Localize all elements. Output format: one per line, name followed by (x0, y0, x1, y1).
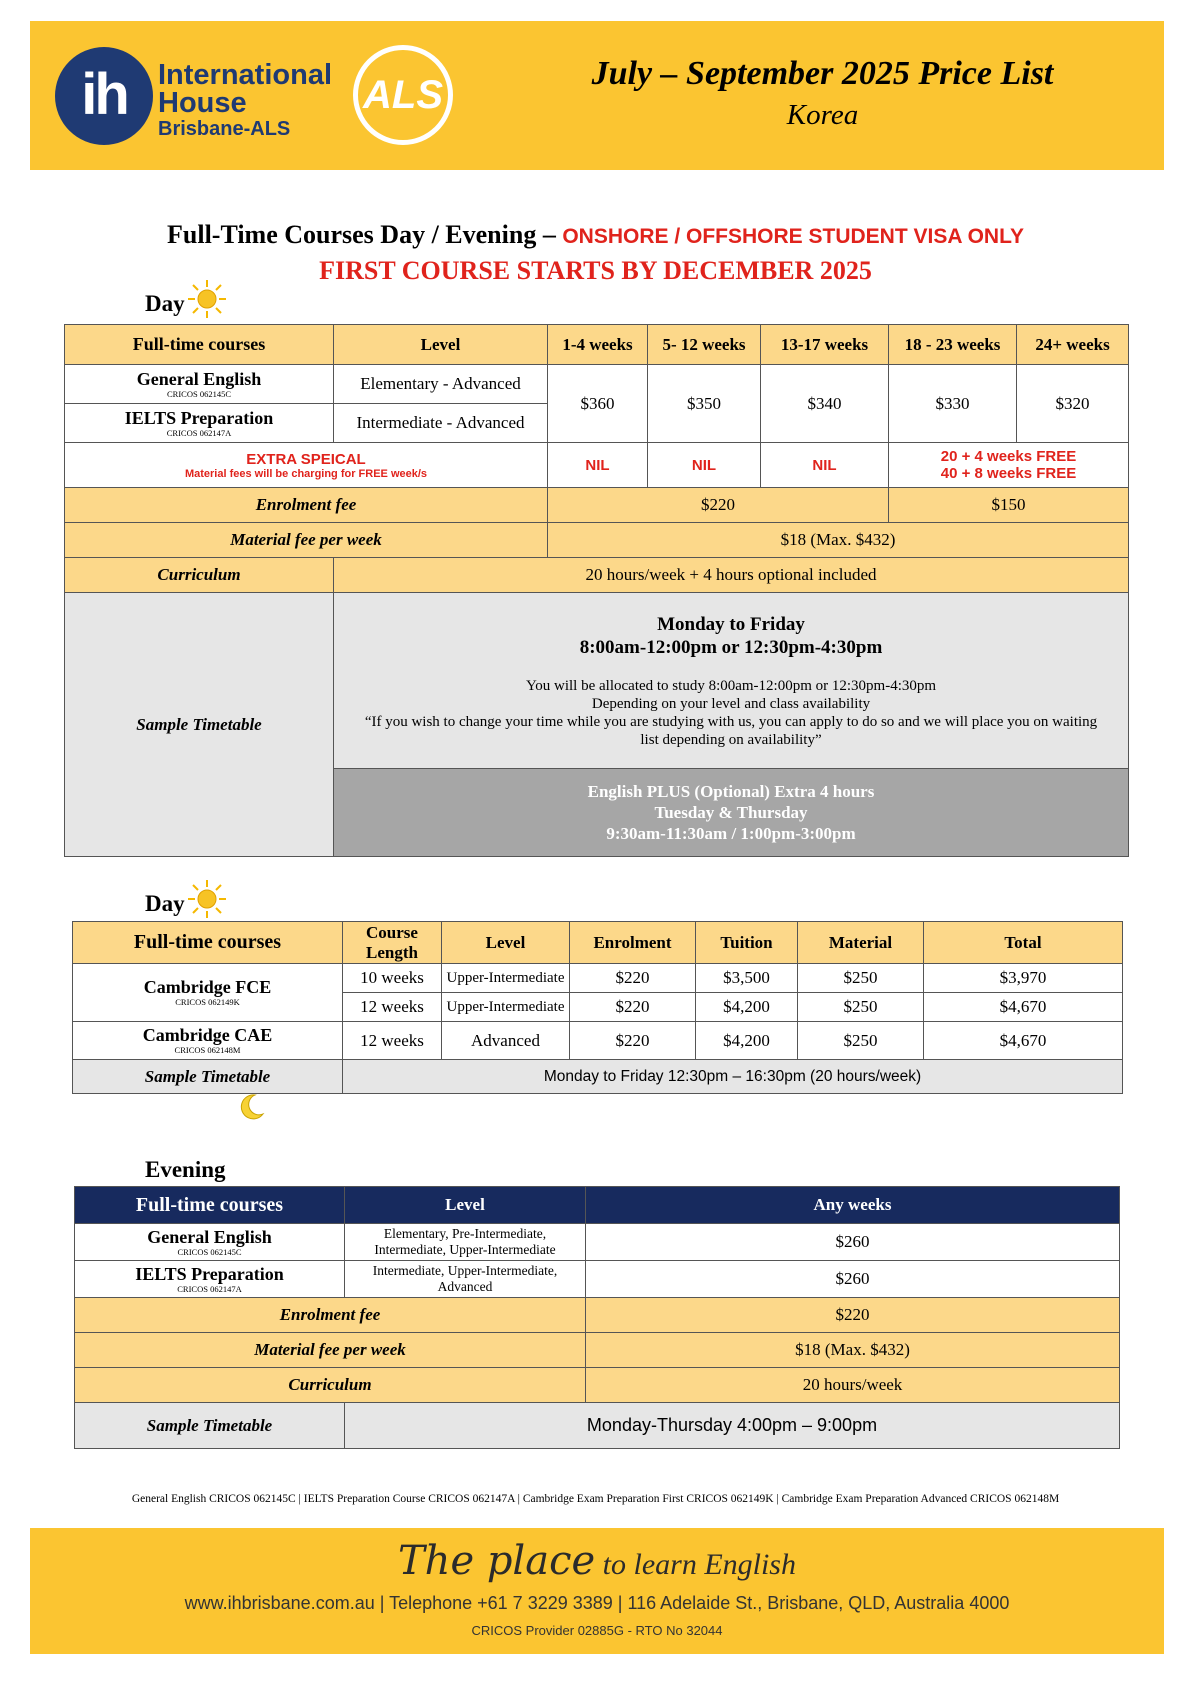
special-free-weeks (889, 443, 1129, 488)
price-24-plus-weeks: $320 (1017, 365, 1129, 443)
cricos-code: CRICOS 062145C (167, 388, 231, 399)
course-cambridge-cae (73, 1022, 343, 1060)
main-heading-text: Full-Time Courses Day / Evening – (167, 220, 556, 249)
level-cell: Upper-Intermediate (442, 964, 570, 993)
timetable-note-1: You will be allocated to study 8:00am-12:00pm or 12:30pm-4:30pm (525, 677, 937, 694)
cricos-code: CRICOS 062149K (175, 997, 240, 1007)
tuition-cell: $4,200 (696, 1022, 798, 1060)
moon-icon (236, 1092, 266, 1122)
material-cell: $250 (798, 993, 924, 1022)
main-heading (0, 220, 1191, 250)
course-cambridge-fce (73, 964, 343, 1022)
ih-logo: ih (55, 47, 153, 145)
material-cell: $250 (798, 964, 924, 993)
page-title: July – September 2025 Price List (591, 55, 1054, 92)
special-5-12-weeks: NIL (648, 443, 761, 488)
level-cell: Elementary - Advanced (334, 365, 548, 404)
special-1-4-weeks: NIL (548, 443, 648, 488)
extra-special-title: EXTRA SPEICAL (246, 450, 366, 468)
header-full-time-courses: Full-time courses (65, 325, 334, 365)
footer-banner (30, 1528, 1164, 1654)
course-length: 12 weeks (343, 1022, 442, 1060)
logo-line-3: Brisbane-ALS (158, 118, 291, 140)
day-label-2: Day (145, 891, 185, 916)
english-plus-cell (334, 769, 1129, 857)
day-label-1: Day (145, 291, 185, 316)
page-subtitle: Korea (786, 99, 859, 131)
sample-timetable-value: Monday-Thursday 4:00pm – 9:00pm (345, 1403, 1120, 1449)
timetable-times: 8:00am-12:00pm or 12:30pm-4:30pm (579, 636, 883, 658)
header-13-17-weeks: 13-17 weeks (761, 325, 889, 365)
price-18-23-weeks: $330 (889, 365, 1017, 443)
price-5-12-weeks: $350 (648, 365, 761, 443)
enrolment-cell: $220 (570, 1022, 696, 1060)
enrolment-fee-value-long: $150 (889, 488, 1129, 523)
logo-line-2: House (158, 87, 247, 119)
course-length: 10 weeks (343, 964, 442, 993)
main-heading-visa: ONSHORE / OFFSHORE STUDENT VISA ONLY (562, 225, 1024, 248)
english-plus-title: English PLUS (Optional) Extra 4 hours (587, 782, 875, 801)
evening-label: Evening (145, 1157, 226, 1182)
timetable-note-3: “If you wish to change your time while you are studying with us, you can apply to do so and we will place you on waiting list depending on availability” (364, 713, 1098, 748)
extra-special-note: Material fees will be charging for FREE week/s (184, 467, 428, 480)
header-full-time-courses: Full-time courses (73, 922, 343, 964)
cambridge-courses-table (72, 921, 1123, 1094)
material-cell: $250 (798, 1022, 924, 1060)
price-any-weeks: $260 (586, 1261, 1120, 1298)
cricos-code: CRICOS 062147A (166, 427, 232, 438)
sun-icon (187, 279, 227, 319)
header-course-length: Course Length (343, 922, 442, 964)
sun-icon (187, 879, 227, 919)
english-plus-days: Tuesday & Thursday (654, 803, 808, 822)
level-cell: Intermediate, Upper-Intermediate, Advanced (345, 1261, 586, 1298)
sample-timetable-label: Sample Timetable (75, 1403, 345, 1449)
header-level: Level (334, 325, 548, 365)
material-fee-value: $18 (Max. $432) (586, 1333, 1120, 1368)
course-name: Cambridge FCE (143, 977, 272, 997)
free-offer-1: 20 + 4 weeks FREE (940, 448, 1077, 465)
enrolment-fee-value: $220 (586, 1298, 1120, 1333)
cricos-footnote: General English CRICOS 062145C | IELTS Preparation Course CRICOS 062147A | Cambridge Exam Preparation First CRICOS 062149K | Cambridge Exam Preparation Advanced CRICOS 062148M (131, 1493, 1060, 1505)
course-general-english (65, 365, 334, 404)
timetable-details (334, 593, 1129, 769)
total-cell: $3,970 (924, 964, 1123, 993)
price-1-4-weeks: $360 (548, 365, 648, 443)
enrolment-cell: $220 (570, 993, 696, 1022)
total-cell: $4,670 (924, 1022, 1123, 1060)
special-13-17-weeks: NIL (761, 443, 889, 488)
curriculum-label: Curriculum (75, 1368, 586, 1403)
contact-info: www.ihbrisbane.com.au | Telephone +61 7 3229 3389 | 116 Adelaide St., Brisbane, QLD, Australia 4000 (184, 1593, 1010, 1613)
timetable-days: Monday to Friday (657, 613, 805, 635)
header-tuition: Tuition (696, 922, 798, 964)
logo-text (158, 61, 332, 141)
cricos-code: CRICOS 062147A (177, 1283, 242, 1294)
header-24-plus-weeks: 24+ weeks (1017, 325, 1129, 365)
level-cell: Advanced (442, 1022, 570, 1060)
cricos-code: CRICOS 062145C (177, 1246, 242, 1257)
header-banner (30, 21, 1164, 170)
course-general-english (75, 1224, 345, 1261)
total-cell: $4,670 (924, 993, 1123, 1022)
header-material: Material (798, 922, 924, 964)
header-18-23-weeks: 18 - 23 weeks (889, 325, 1017, 365)
logo-line-1: International (158, 59, 333, 91)
enrolment-fee-label: Enrolment fee (65, 488, 548, 523)
extra-special-cell (65, 443, 548, 488)
tuition-cell: $4,200 (696, 993, 798, 1022)
material-fee-value: $18 (Max. $432) (548, 523, 1129, 558)
enrolment-fee-value: $220 (548, 488, 889, 523)
sample-timetable-label: Sample Timetable (65, 593, 334, 857)
price-any-weeks: $260 (586, 1224, 1120, 1261)
header-any-weeks: Any weeks (586, 1187, 1120, 1224)
curriculum-label: Curriculum (65, 558, 334, 593)
course-ielts-preparation (65, 404, 334, 443)
sample-timetable-value: Monday to Friday 12:30pm – 16:30pm (20 hours/week) (343, 1060, 1123, 1094)
enrolment-cell: $220 (570, 964, 696, 993)
course-length: 12 weeks (343, 993, 442, 1022)
course-name: IELTS Preparation (124, 407, 274, 428)
price-13-17-weeks: $340 (761, 365, 889, 443)
course-name: General English (147, 1226, 272, 1247)
level-cell: Elementary, Pre-Intermediate, Intermediate, Upper-Intermediate (345, 1224, 586, 1261)
header-1-4-weeks: 1-4 weeks (548, 325, 648, 365)
tagline (30, 1538, 1164, 1584)
material-fee-label: Material fee per week (65, 523, 548, 558)
course-name: IELTS Preparation (135, 1263, 284, 1284)
course-name: Cambridge CAE (142, 1025, 273, 1045)
tuition-cell: $3,500 (696, 964, 798, 993)
course-name: General English (136, 368, 262, 389)
material-fee-label: Material fee per week (75, 1333, 586, 1368)
enrolment-fee-label: Enrolment fee (75, 1298, 586, 1333)
level-cell: Upper-Intermediate (442, 993, 570, 1022)
header-level: Level (345, 1187, 586, 1224)
header-enrolment: Enrolment (570, 922, 696, 964)
evening-courses-table (74, 1186, 1120, 1449)
day-courses-table (64, 324, 1129, 857)
course-ielts-preparation (75, 1261, 345, 1298)
tagline-script: The place (398, 1538, 596, 1584)
header-total: Total (924, 922, 1123, 964)
curriculum-value: 20 hours/week (586, 1368, 1120, 1403)
english-plus-times: 9:30am-11:30am / 1:00pm-3:00pm (606, 824, 856, 843)
curriculum-value: 20 hours/week + 4 hours optional included (334, 558, 1129, 593)
tagline-rest: to learn English (602, 1548, 796, 1581)
sample-timetable-label: Sample Timetable (73, 1060, 343, 1094)
header-level: Level (442, 922, 570, 964)
sub-heading: FIRST COURSE STARTS BY DECEMBER 2025 (319, 256, 872, 285)
header-full-time-courses: Full-time courses (75, 1187, 345, 1224)
provider-info: CRICOS Provider 02885G - RTO No 32044 (471, 1623, 723, 1638)
timetable-note-2: Depending on your level and class availability (591, 695, 871, 712)
cricos-code: CRICOS 062148M (174, 1045, 241, 1055)
header-5-12-weeks: 5- 12 weeks (648, 325, 761, 365)
level-cell: Intermediate - Advanced (334, 404, 548, 443)
als-logo: ALS (353, 45, 453, 145)
free-offer-2: 40 + 8 weeks FREE (940, 465, 1077, 482)
